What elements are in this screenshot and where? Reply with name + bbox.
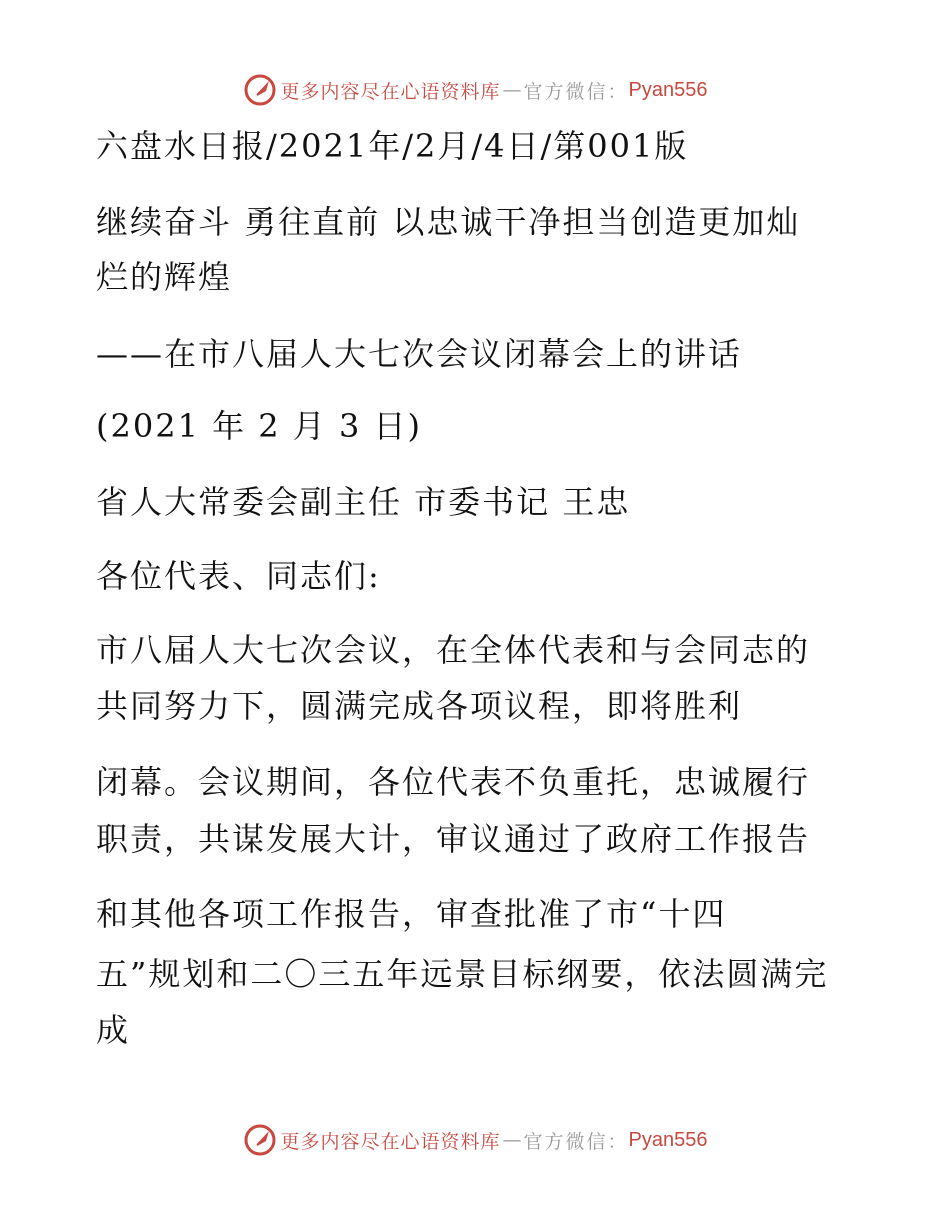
banner-promo-text: 更多内容尽在心语资料库 [280, 1130, 501, 1153]
headline-line-1: 继续奋斗 勇往直前 以忠诚干净担当创造更加灿 [96, 203, 801, 241]
paragraph-line: 五”规划和二〇三五年远景目标纲要，依法圆满完 [96, 955, 829, 993]
salutation-line: 各位代表、同志们: [96, 557, 381, 595]
footer-watermark-banner [0, 1120, 950, 1160]
paragraph-line: 共同努力下，圆满完成各项议程，即将胜利 [96, 687, 743, 725]
author-line: 省人大常委会副主任 市委书记 王忠 [96, 483, 631, 521]
banner-wechat-id: Pyan556 [628, 78, 708, 101]
banner-separator: — [502, 79, 522, 101]
paragraph-line: 闭幕。会议期间，各位代表不负重托，忠诚履行 [96, 763, 811, 801]
banner-promo-text: 更多内容尽在心语资料库 [280, 80, 501, 103]
headline-line-2: 烂的辉煌 [96, 258, 233, 296]
quill-logo-icon [243, 1123, 277, 1157]
banner-wechat-label: 官方微信： [523, 80, 629, 103]
quill-logo-icon [243, 73, 277, 107]
subtitle-line: ——在市八届人大七次会议闭幕会上的讲话 [96, 335, 743, 373]
paragraph-line: 成 [96, 1011, 131, 1049]
banner-separator: — [502, 1129, 522, 1151]
paragraph-line: 职责，共谋发展大计，审议通过了政府工作报告 [96, 820, 811, 858]
header-watermark-banner [0, 70, 950, 110]
source-line: 六盘水日报/2021年/2月/4日/第001版 [96, 127, 689, 165]
banner-wechat-id: Pyan556 [628, 1128, 708, 1151]
banner-wechat-label: 官方微信： [523, 1130, 629, 1153]
paragraph-line: 市八届人大七次会议，在全体代表和与会同志的 [96, 631, 811, 669]
date-line: (2021 年 2 月 3 日) [96, 407, 422, 445]
paragraph-line: 和其他各项工作报告，审查批准了市“十四 [96, 895, 727, 933]
